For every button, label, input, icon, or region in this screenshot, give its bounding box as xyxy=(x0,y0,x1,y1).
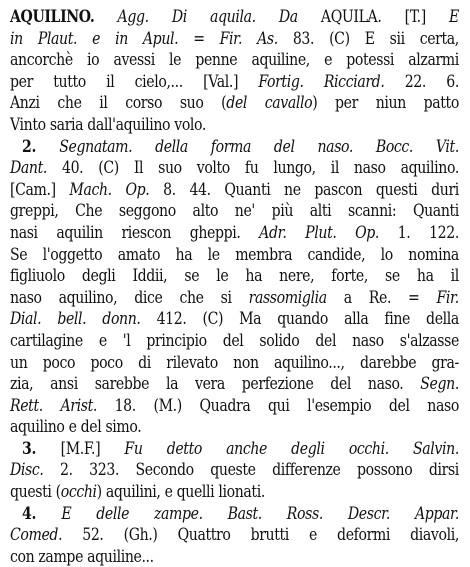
text-segment: naso aquilino, dice che si xyxy=(10,287,249,307)
entry-line xyxy=(10,352,459,374)
text-segment: 2. 323. Secondo queste differenze possono dirsi xyxy=(43,460,459,480)
text-segment: ancorchè io avessi le penne aquiline, e potessi alzarmi xyxy=(10,50,459,70)
text-segment: per tutto il cielo,... [Val.] xyxy=(10,71,259,91)
entry-line xyxy=(10,546,397,567)
text-segment: cartilagine e 'l principio del solido del naso s'alzasse xyxy=(10,330,459,350)
entry-headline xyxy=(10,6,459,28)
italic-text: Comed. xyxy=(10,525,63,545)
italic-text: Segn. xyxy=(420,374,459,394)
entry-line xyxy=(10,244,459,266)
entry-line xyxy=(10,459,459,481)
italic-text: Dant. xyxy=(10,158,48,178)
entry-line xyxy=(10,265,459,287)
entry-line xyxy=(10,114,397,136)
text-segment: greppi, Che seggono alto ne' più alti scanni: Quanti xyxy=(10,201,459,221)
text-segment: aquilino e del simo. xyxy=(10,417,142,437)
bold-text: 4. xyxy=(22,503,62,523)
italic-text: Dial. bell. donn. xyxy=(10,309,141,329)
italic-text: Mach. Op. xyxy=(69,179,150,199)
italic-text: del cavallo xyxy=(226,93,313,113)
entry-line xyxy=(10,49,459,71)
entry-line xyxy=(10,92,459,114)
text-segment: [T.] xyxy=(404,7,426,26)
text-segment: con zampe aquiline... xyxy=(10,546,154,566)
bold-text: 2. xyxy=(22,136,60,156)
entry-line xyxy=(10,287,459,309)
text-segment: Se l'oggetto amato ha le membra candide, lo nomina xyxy=(10,244,459,264)
text-segment: Vinto saria dall'aquilino volo. xyxy=(10,114,206,134)
text-segment: 83. (C) E sii certa, xyxy=(277,28,459,48)
entry-line xyxy=(10,481,397,503)
text-segment: figliuolo degli Iddii, se le ha nere, forte, se ha il xyxy=(10,266,459,286)
text-segment: 40. (C) Il suo volto fu lungo, il naso aquilino. xyxy=(47,158,459,178)
text-segment: questi ( xyxy=(10,482,61,502)
italic-text: Adr. Plut. Op. xyxy=(259,222,380,242)
entry-line xyxy=(10,308,459,330)
text-segment: ) aquilini, e quelli lionati. xyxy=(96,482,265,502)
text-segment: 22. 6. xyxy=(384,71,459,91)
entry-line xyxy=(10,416,397,438)
italic-text: Fu detto anche degli occhi. Salvin. xyxy=(124,438,459,458)
text-segment: 8. 44. Quanti ne pascon questi duri xyxy=(149,179,459,199)
entry-line xyxy=(10,373,459,395)
entry-line xyxy=(10,438,459,460)
italic-text: Fir. xyxy=(436,287,459,307)
entry-line xyxy=(10,200,459,222)
bold-text: 3. xyxy=(22,438,61,458)
italic-text: occhi xyxy=(60,482,97,502)
text-segment: [M.F.] xyxy=(60,438,125,458)
text-segment: a Re. = xyxy=(326,287,437,307)
italic-text: Agg. Di aquila. Da xyxy=(117,7,298,26)
text-segment xyxy=(94,7,117,26)
entry-line xyxy=(10,503,459,525)
italic-text: E delle zampe. Bast. Ross. Descr. Appar. xyxy=(61,503,459,523)
entry-line xyxy=(10,524,459,546)
italic-text: rassomiglia xyxy=(248,287,327,307)
italic-text: Fortig. Ricciard. xyxy=(258,71,385,91)
italic-text: Disc. xyxy=(10,460,44,480)
text-segment: AQUILA. xyxy=(297,7,405,26)
italic-text: in Plaut. e in Apul. = Fir. As. xyxy=(10,28,278,48)
entry-line xyxy=(10,179,459,201)
text-segment: 18. (M.) Quadra qui l'esempio del naso xyxy=(96,395,459,415)
entry-line xyxy=(10,28,459,50)
italic-text: Segnatam. della forma del naso. Bocc. Vit. xyxy=(59,136,459,156)
text-segment: 52. (Gh.) Quattro brutti e deformi diavoli, xyxy=(62,525,459,545)
text-segment: 412. (C) Ma quando alla fine della xyxy=(140,309,459,329)
italic-text: E xyxy=(425,7,459,26)
entry-line xyxy=(10,222,459,244)
text-segment: nasi aquilin riescon gheppi. xyxy=(10,222,260,242)
entry-line xyxy=(10,71,459,93)
entry-line xyxy=(10,395,459,417)
text-segment: Anzi che il corso suo ( xyxy=(10,93,227,113)
text-segment: 1. 122. xyxy=(379,222,459,242)
entry-line xyxy=(10,136,459,158)
headword: AQUILINO. xyxy=(10,7,95,26)
text-segment: un poco poco di rilevato non aquilino..., darebbe gra- xyxy=(10,352,459,372)
text-segment: ) per niun patto xyxy=(312,93,459,113)
entry-line xyxy=(10,157,459,179)
text-segment: zia, ansi sarebbe la vera perfezione del naso. xyxy=(10,374,421,394)
text-segment: [Cam.] xyxy=(10,179,70,199)
italic-text: Rett. Arist. xyxy=(10,395,97,415)
entry-line xyxy=(10,330,459,352)
